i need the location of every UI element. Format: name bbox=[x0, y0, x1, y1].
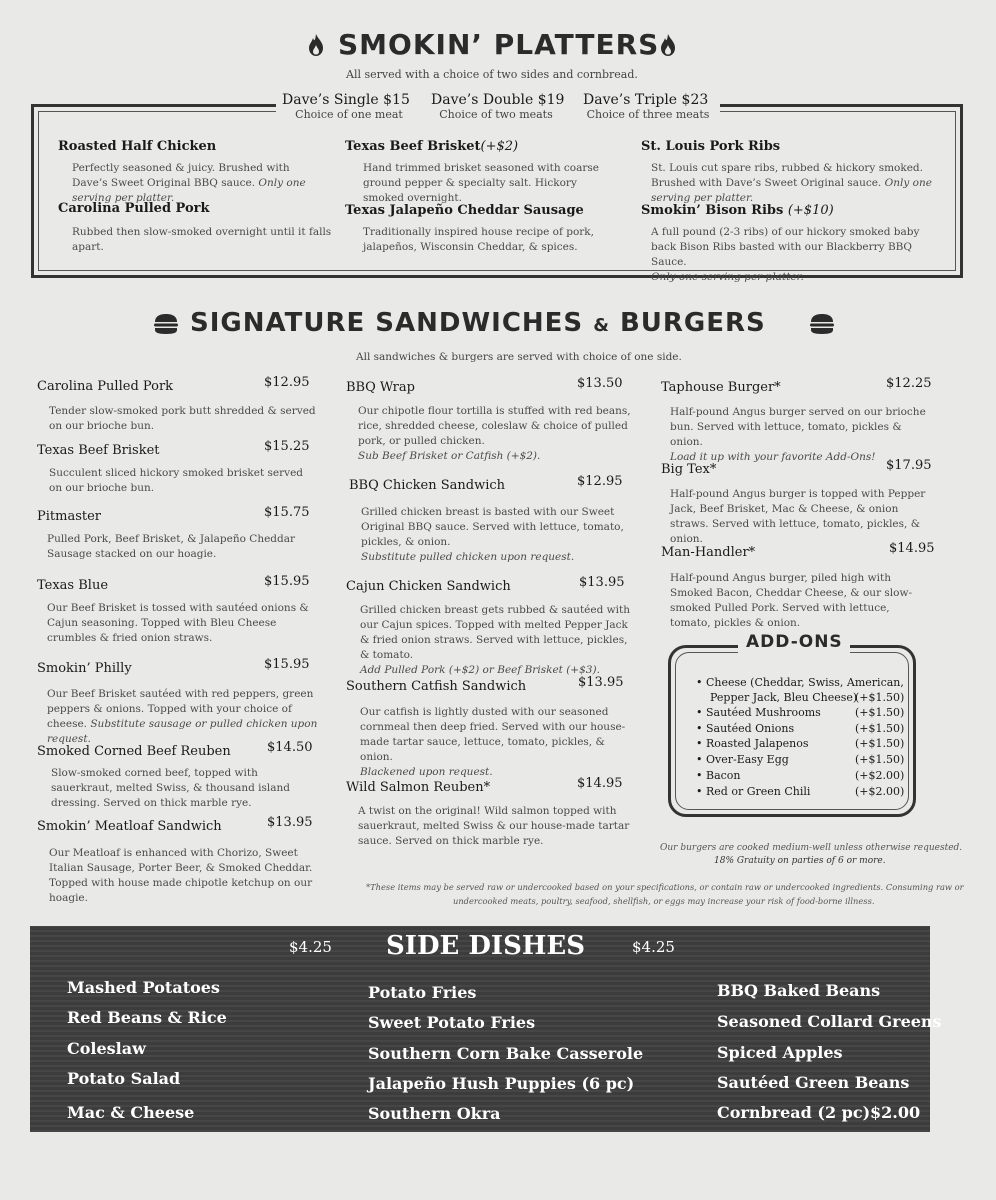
menu-item-price: $15.75 bbox=[264, 505, 310, 520]
side-item: Cornbread (2 pc) bbox=[717, 1103, 871, 1122]
menu-item-name: Smokin’ Meatloaf Sandwich bbox=[37, 819, 222, 834]
platter-item-desc: A full pound (2-3 ribs) of our hickory smoked baby back Bison Ribs basted with our Blackberry BBQ Sauce. bbox=[651, 226, 920, 268]
menu-item-note: Add Pulled Pork (+$2) or Beef Brisket (+$3). bbox=[360, 664, 600, 676]
addon-item: • Sautéed Mushrooms bbox=[696, 706, 821, 719]
menu-item-desc: Half-pound Angus burger served on our brioche bun. Served with lettuce, tomato, pickles & onion. bbox=[670, 406, 926, 448]
menu-item bbox=[37, 375, 317, 434]
sandwiches-title bbox=[190, 308, 766, 338]
burger-icon bbox=[809, 313, 835, 335]
platter-item-name: Texas Beef Brisket bbox=[345, 139, 481, 154]
addon-name: Roasted Jalapenos bbox=[706, 737, 809, 750]
side-item: Jalapeño Hush Puppies (6 pc) bbox=[368, 1074, 635, 1093]
menu-item-desc: Succulent sliced hickory smoked brisket served on our brioche bun. bbox=[49, 467, 304, 494]
platter-item bbox=[58, 201, 358, 255]
platter-item-name: Texas Jalapeño Cheddar Sausage bbox=[345, 203, 584, 218]
addon-item: • Cheese (Cheddar, Swiss, American, bbox=[696, 676, 904, 689]
menu-item-price: $14.95 bbox=[889, 541, 935, 556]
menu-item bbox=[37, 439, 317, 496]
tier-sub: Choice of three meats bbox=[586, 108, 710, 121]
platter-item-desc: Hand trimmed brisket seasoned with coarse ground pepper & specialty salt. Hickory smoked overnight. bbox=[363, 162, 599, 204]
addon-price: (+$2.00) bbox=[855, 769, 905, 782]
addons-title: ADD-ONS bbox=[746, 632, 843, 652]
addon-item: • Roasted Jalapenos bbox=[696, 737, 809, 750]
platter-item bbox=[641, 203, 941, 285]
addon-name: Pepper Jack, Bleu Cheese) bbox=[710, 691, 858, 704]
tier-single bbox=[282, 92, 416, 121]
menu-item-price: $15.95 bbox=[264, 657, 310, 672]
side-item: Mac & Cheese bbox=[67, 1103, 195, 1122]
menu-item-name: BBQ Chicken Sandwich bbox=[349, 478, 506, 493]
menu-item-desc: Half-pound Angus burger, piled high with Smoked Bacon, Cheddar Cheese, & our slow-smoked Pulled Pork. Served with lettuce, tomato, pickles & onion. bbox=[670, 572, 913, 629]
menu-item-name: Smoked Corned Beef Reuben bbox=[37, 744, 231, 759]
sandwiches-title-amp: & bbox=[593, 315, 610, 336]
menu-item-price: $14.50 bbox=[267, 740, 313, 755]
menu-item-price: $15.25 bbox=[264, 439, 310, 454]
menu-item bbox=[37, 505, 317, 562]
tier-triple bbox=[583, 92, 713, 121]
tier-sub: Choice of one meat bbox=[295, 108, 403, 121]
menu-item bbox=[37, 574, 322, 646]
menu-item-price: $15.95 bbox=[264, 574, 310, 589]
platter-item bbox=[641, 139, 941, 206]
menu-item bbox=[346, 575, 636, 678]
menu-item-name: Carolina Pulled Pork bbox=[37, 379, 174, 394]
menu-item-price: $13.95 bbox=[578, 675, 624, 690]
addon-price: (+$1.50) bbox=[855, 691, 905, 704]
platter-item-name: Carolina Pulled Pork bbox=[58, 201, 210, 216]
platters-subtitle: All served with a choice of two sides and cornbread. bbox=[346, 68, 638, 81]
cooked-note: Our burgers are cooked medium-well unless otherwise requested. bbox=[660, 843, 963, 853]
side-item: Coleslaw bbox=[67, 1039, 146, 1058]
addon-name: Cheese (Cheddar, Swiss, American, bbox=[706, 676, 904, 689]
menu-item-price: $13.95 bbox=[267, 815, 313, 830]
menu-item bbox=[37, 740, 322, 811]
menu-item bbox=[661, 458, 932, 547]
platter-item bbox=[345, 203, 615, 255]
menu-item-note: Substitute sausage or pulled chicken upon request. bbox=[47, 718, 318, 745]
platter-item-desc: Traditionally inspired house recipe of pork, jalapeños, Wisconsin Cheddar, & spices. bbox=[363, 226, 594, 253]
menu-item-note: Load it up with your favorite Add-Ons! bbox=[670, 451, 876, 463]
flame-icon bbox=[306, 33, 326, 57]
side-item: Southern Corn Bake Casserole bbox=[368, 1044, 644, 1063]
menu-item-price: $14.95 bbox=[577, 776, 623, 791]
addon-price: (+$2.00) bbox=[855, 785, 905, 798]
menu-item-name: Texas Blue bbox=[37, 578, 109, 593]
tier-double bbox=[431, 92, 565, 121]
side-item: Potato Fries bbox=[368, 983, 477, 1002]
tier-name: Dave’s Triple bbox=[583, 92, 678, 108]
menu-item-name: Taphouse Burger* bbox=[661, 380, 781, 395]
side-item: Southern Okra bbox=[368, 1104, 501, 1123]
addon-name: Red or Green Chili bbox=[706, 785, 811, 798]
platter-item bbox=[345, 139, 615, 206]
menu-item-desc: Our Beef Brisket is tossed with sautéed onions & Cajun seasoning. Topped with Bleu Cheese crumbles & fried onion straws. bbox=[47, 602, 309, 644]
menu-item-desc: Tender slow-smoked pork butt shredded & served on our brioche bun. bbox=[49, 405, 316, 432]
platter-item-upcharge: (+$10) bbox=[787, 203, 834, 218]
platter-item-note: Only one serving per platter. bbox=[651, 271, 804, 283]
addon-name: Sautéed Mushrooms bbox=[706, 706, 821, 719]
side-item: Mashed Potatoes bbox=[67, 978, 220, 997]
platter-item-name: St. Louis Pork Ribs bbox=[641, 139, 781, 154]
menu-item bbox=[661, 541, 935, 631]
sides-title: SIDE DISHES bbox=[386, 931, 585, 961]
addon-item: • Sautéed Onions bbox=[696, 722, 795, 735]
tier-sub: Choice of two meats bbox=[439, 108, 553, 121]
sandwiches-subtitle: All sandwiches & burgers are served with choice of one side. bbox=[356, 351, 682, 363]
side-item: Spiced Apples bbox=[717, 1043, 843, 1062]
menu-item-desc: Our chipotle flour tortilla is stuffed with red beans, rice, shredded cheese, coleslaw & choice of pulled pork, or pulled chicken. bbox=[358, 405, 631, 447]
disclaimer-line-2: undercooked meats, poultry, seafood, shellfish, or eggs may increase your risk of food-borne illness. bbox=[453, 896, 875, 906]
menu-item-name: Southern Catfish Sandwich bbox=[346, 679, 527, 694]
platter-item-desc: St. Louis cut spare ribs, rubbed & hickory smoked. Brushed with Dave’s Sweet Original sauce. bbox=[651, 162, 923, 189]
menu-item-note: Sub Beef Brisket or Catfish (+$2). bbox=[358, 450, 541, 462]
menu-item-desc: Pulled Pork, Beef Brisket, & Jalapeño Cheddar Sausage stacked on our hoagie. bbox=[47, 533, 296, 560]
platter-item-name: Smokin’ Bison Ribs bbox=[641, 203, 784, 218]
menu-item-name: Smokin’ Philly bbox=[37, 661, 132, 676]
sandwiches-title-right: BURGERS bbox=[619, 308, 766, 338]
menu-item bbox=[661, 376, 932, 465]
side-item: Seasoned Collard Greens bbox=[717, 1012, 942, 1031]
addon-price: (+$1.50) bbox=[855, 722, 905, 735]
menu-item-price: $12.25 bbox=[886, 376, 932, 391]
burger-icon bbox=[153, 313, 179, 335]
menu-item-name: Wild Salmon Reuben* bbox=[346, 780, 491, 795]
menu-item bbox=[346, 376, 631, 464]
side-item: BBQ Baked Beans bbox=[717, 981, 881, 1000]
side-item: Sautéed Green Beans bbox=[717, 1073, 910, 1092]
sides-price-right: $4.25 bbox=[632, 938, 675, 956]
menu-item-note: Blackened upon request. bbox=[360, 766, 493, 778]
side-item: Red Beans & Rice bbox=[67, 1008, 227, 1027]
menu-item-desc: Grilled chicken breast gets rubbed & sautéed with our Cajun spices. Topped with melted Pepper Jack & fried onion straws. Served with lettuce, pickles, & tomato. bbox=[360, 604, 630, 661]
flame-icon bbox=[658, 33, 678, 57]
addon-price: (+$1.50) bbox=[855, 753, 905, 766]
cornbread-price: $2.00 bbox=[870, 1103, 921, 1122]
tier-price: $23 bbox=[681, 92, 709, 108]
platters-title: SMOKIN’ PLATTERS bbox=[338, 28, 660, 61]
tier-price: $19 bbox=[537, 92, 565, 108]
menu-item-name: Man-Handler* bbox=[661, 545, 756, 560]
menu-item bbox=[37, 815, 327, 906]
tier-name: Dave’s Double bbox=[431, 92, 534, 108]
addon-name: Sautéed Onions bbox=[706, 722, 795, 735]
tier-price: $15 bbox=[383, 92, 410, 108]
platter-item-desc: Rubbed then slow-smoked overnight until it falls apart. bbox=[72, 226, 332, 253]
sides-price-left: $4.25 bbox=[289, 938, 332, 956]
menu-item-note: Substitute pulled chicken upon request. bbox=[361, 551, 575, 563]
menu-item-desc: Our Beef Brisket sautéed with red peppers, green peppers & onions. Topped with your choice of cheese. bbox=[47, 688, 314, 730]
platter-item-upcharge: (+$2) bbox=[480, 139, 519, 154]
menu-item bbox=[346, 675, 636, 780]
menu-item-name: Texas Beef Brisket bbox=[37, 443, 160, 458]
gratuity-note: 18% Gratuity on parties of 6 or more. bbox=[714, 856, 886, 866]
menu-item-name: Cajun Chicken Sandwich bbox=[346, 579, 511, 594]
menu-item-price: $13.50 bbox=[577, 376, 623, 391]
platter-item bbox=[58, 139, 313, 206]
tier-name: Dave’s Single bbox=[282, 92, 379, 108]
platter-item-note: Only one serving per platter. bbox=[72, 177, 306, 204]
menu-item-name: Big Tex* bbox=[661, 462, 717, 477]
menu-item-name: BBQ Wrap bbox=[346, 380, 415, 395]
menu-item-price: $17.95 bbox=[886, 458, 932, 473]
menu-item-price: $12.95 bbox=[264, 375, 310, 390]
platter-item-desc: Perfectly seasoned & juicy. Brushed with Dave’s Sweet Original BBQ sauce. bbox=[72, 162, 290, 189]
menu-item-price: $12.95 bbox=[577, 474, 623, 489]
addon-item bbox=[710, 691, 857, 704]
menu-item bbox=[349, 474, 634, 565]
addon-item: • Bacon bbox=[696, 769, 741, 782]
sandwiches-title-left: SIGNATURE SANDWICHES bbox=[190, 308, 584, 338]
menu-item-desc: Our Meatloaf is enhanced with Chorizo, Sweet Italian Sausage, Porter Beer, & Smoked Cheddar. Topped with house made chipotle ketchup on our hoagie. bbox=[49, 847, 313, 904]
addon-item: • Over-Easy Egg bbox=[696, 753, 789, 766]
menu-item-desc: A twist on the original! Wild salmon topped with sauerkraut, melted Swiss & our house-made tartar sauce. Served on thick marble rye. bbox=[358, 805, 630, 847]
platter-item-name: Roasted Half Chicken bbox=[58, 139, 217, 154]
menu-item-desc: Grilled chicken breast is basted with our Sweet Original BBQ sauce. Served with lettuce, tomato, pickles, & onion. bbox=[361, 506, 624, 548]
platter-item-note: Only one serving per platter. bbox=[651, 177, 932, 204]
addon-price: (+$1.50) bbox=[855, 737, 905, 750]
addon-name: Over-Easy Egg bbox=[706, 753, 789, 766]
side-item: Potato Salad bbox=[67, 1069, 181, 1088]
menu-item-name: Pitmaster bbox=[37, 509, 102, 524]
side-item: Sweet Potato Fries bbox=[368, 1013, 536, 1032]
addon-price: (+$1.50) bbox=[855, 706, 905, 719]
menu-item-desc: Slow-smoked corned beef, topped with sauerkraut, melted Swiss, & thousand island dressing. Served on thick marble rye. bbox=[51, 767, 291, 809]
menu-item-desc: Half-pound Angus burger is topped with Pepper Jack, Beef Brisket, Mac & Cheese, & onion straws. Served with lettuce, tomato, pickles, & onion. bbox=[670, 488, 926, 545]
menu-item bbox=[37, 657, 322, 747]
menu-item bbox=[346, 776, 631, 849]
menu-item-desc: Our catfish is lightly dusted with our seasoned cornmeal then deep fried. Served with our house-made tartar sauce, lettuce, tomato, pickles, & onion. bbox=[360, 706, 626, 763]
disclaimer-line-1: *These items may be served raw or undercooked based on your specifications, or contain raw or undercooked ingredients. Consuming raw or bbox=[366, 882, 964, 892]
menu-item-price: $13.95 bbox=[579, 575, 625, 590]
addon-name: Bacon bbox=[706, 769, 741, 782]
addon-item: • Red or Green Chili bbox=[696, 785, 811, 798]
